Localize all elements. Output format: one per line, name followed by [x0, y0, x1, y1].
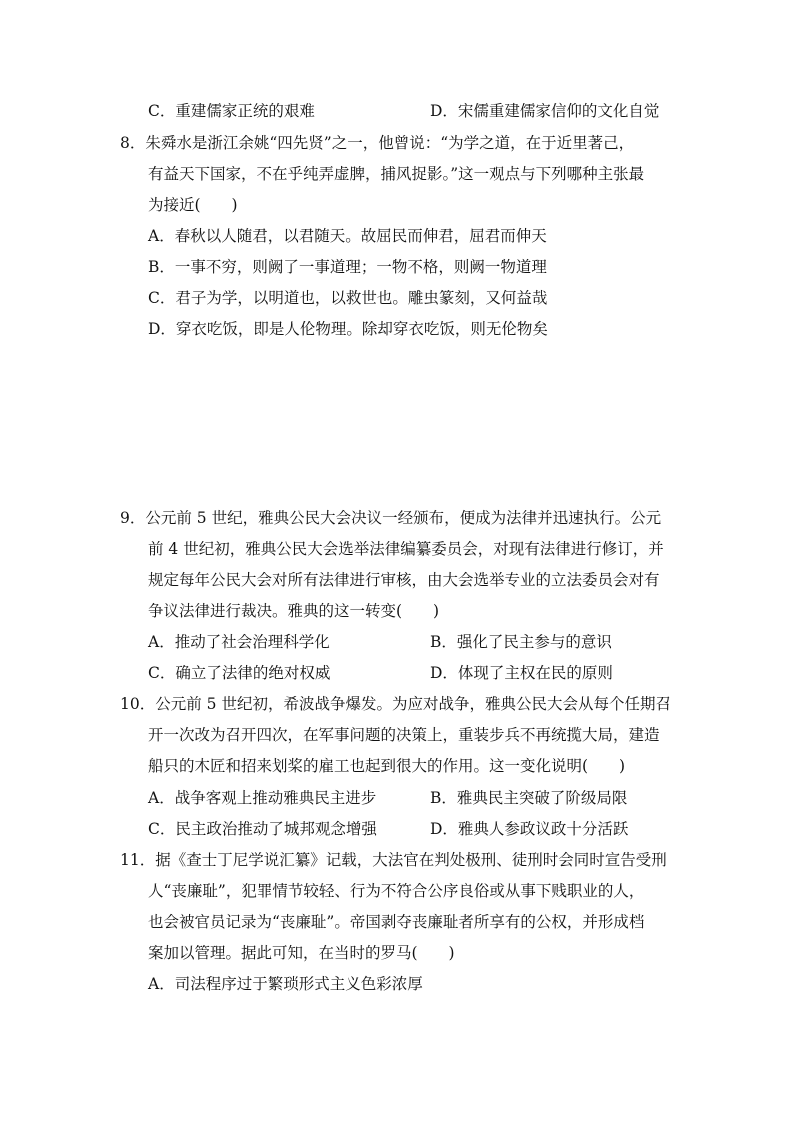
q9-options-row-cd: [148, 663, 734, 683]
q11-stem-line-2: 人“丧廉耻”，犯罪情节较轻、行为不符合公序良俗或从事下贱职业的人，: [148, 882, 645, 900]
q10-options-row-ab: [148, 788, 734, 808]
q7-option-d: D．宋儒重建儒家信仰的文化自觉: [430, 102, 660, 120]
q8-number: 8．: [120, 134, 146, 152]
q9-line-1: [120, 508, 661, 528]
q8-stem-line-2: 有益天下国家，不在乎纯弄虚脾，捕风捉影。”这一观点与下列哪种主张最: [148, 165, 645, 183]
q8-stem-line-3: 为接近( ): [148, 196, 238, 214]
q11-number: 11．: [120, 851, 156, 869]
q11-stem-line-3: 也会被官员记录为“丧廉耻”。帝国剥夺丧廉耻者所享有的公权，并形成档: [148, 913, 645, 931]
q9-stem-line-2: 前 4 世纪初，雅典公民大会选举法律编纂委员会，对现有法律进行修订，并: [148, 540, 664, 558]
q10-options-row-cd: [148, 819, 734, 839]
q11-line-1: [120, 850, 667, 870]
q11-stem-line-4: 案加以管理。据此可知，在当时的罗马( ): [148, 944, 455, 962]
q7-option-c: C．重建儒家正统的艰难: [148, 102, 315, 120]
q9-options-row-ab: [148, 632, 734, 652]
q10-option-d: D．雅典人参政议政十分活跃: [430, 820, 629, 838]
q11-option-a: A．司法程序过于繁琐形式主义色彩浓厚: [148, 975, 423, 993]
q8-option-c: C．君子为学，以明道也，以救世也。雕虫篆刻，又何益哉: [148, 289, 548, 307]
q9-option-a: A．推动了社会治理科学化: [148, 633, 330, 651]
q9-option-b: B．强化了民主参与的意识: [430, 633, 612, 651]
q10-stem-line-1: 公元前 5 世纪初，希波战争爆发。为应对战争，雅典公民大会从每个任期召: [155, 695, 671, 713]
q9-stem-line-1: 公元前 5 世纪，雅典公民大会决议一经颁布，便成为法律并迅速执行。公元: [145, 509, 662, 527]
q10-option-a: A．战争客观上推动雅典民主进步: [148, 789, 377, 807]
q9-option-c: C．确立了法律的绝对权威: [148, 664, 331, 682]
q10-line-1: [120, 694, 671, 714]
q10-stem-line-3: 船只的木匠和招来划桨的雇工也起到很大的作用。这一变化说明( ): [148, 757, 626, 775]
q7-options-row-cd: [148, 101, 734, 121]
q9-number: 9．: [120, 509, 146, 527]
q10-stem-line-2: 开一次改为召开四次，在军事问题的决策上，重装步兵不再统揽大局，建造: [148, 726, 660, 744]
q9-stem-line-4: 争议法律进行裁决。雅典的这一转变( ): [148, 602, 440, 620]
q10-option-c: C．民主政治推动了城邦观念增强: [148, 820, 377, 838]
q10-number: 10．: [120, 695, 156, 713]
q8-option-a: A．春秋以人随君，以君随天。故屈民而伸君，屈君而伸天: [148, 227, 547, 245]
q8-option-b: B．一事不穷，则阙了一事道理；一物不格，则阙一物道理: [148, 258, 547, 276]
q11-stem-line-1: 据《查士丁尼学说汇纂》记载，大法官在判处极刑、徒刑时会同时宣告受刑: [155, 851, 667, 869]
q8-stem-line-1: 朱舜水是浙江余姚“四先贤”之一，他曾说：“为学之道，在于近里著己，: [145, 134, 635, 152]
q10-option-b: B．雅典民主突破了阶级局限: [430, 789, 628, 807]
q9-stem-line-3: 规定每年公民大会对所有法律进行审核，由大会选举专业的立法委员会对有: [148, 571, 660, 589]
q9-option-d: D．体现了主权在民的原则: [430, 664, 613, 682]
q8-line-1: [120, 133, 634, 153]
q8-option-d: D．穿衣吃饭，即是人伦物理。除却穿衣吃饭，则无伦物矣: [148, 320, 548, 338]
